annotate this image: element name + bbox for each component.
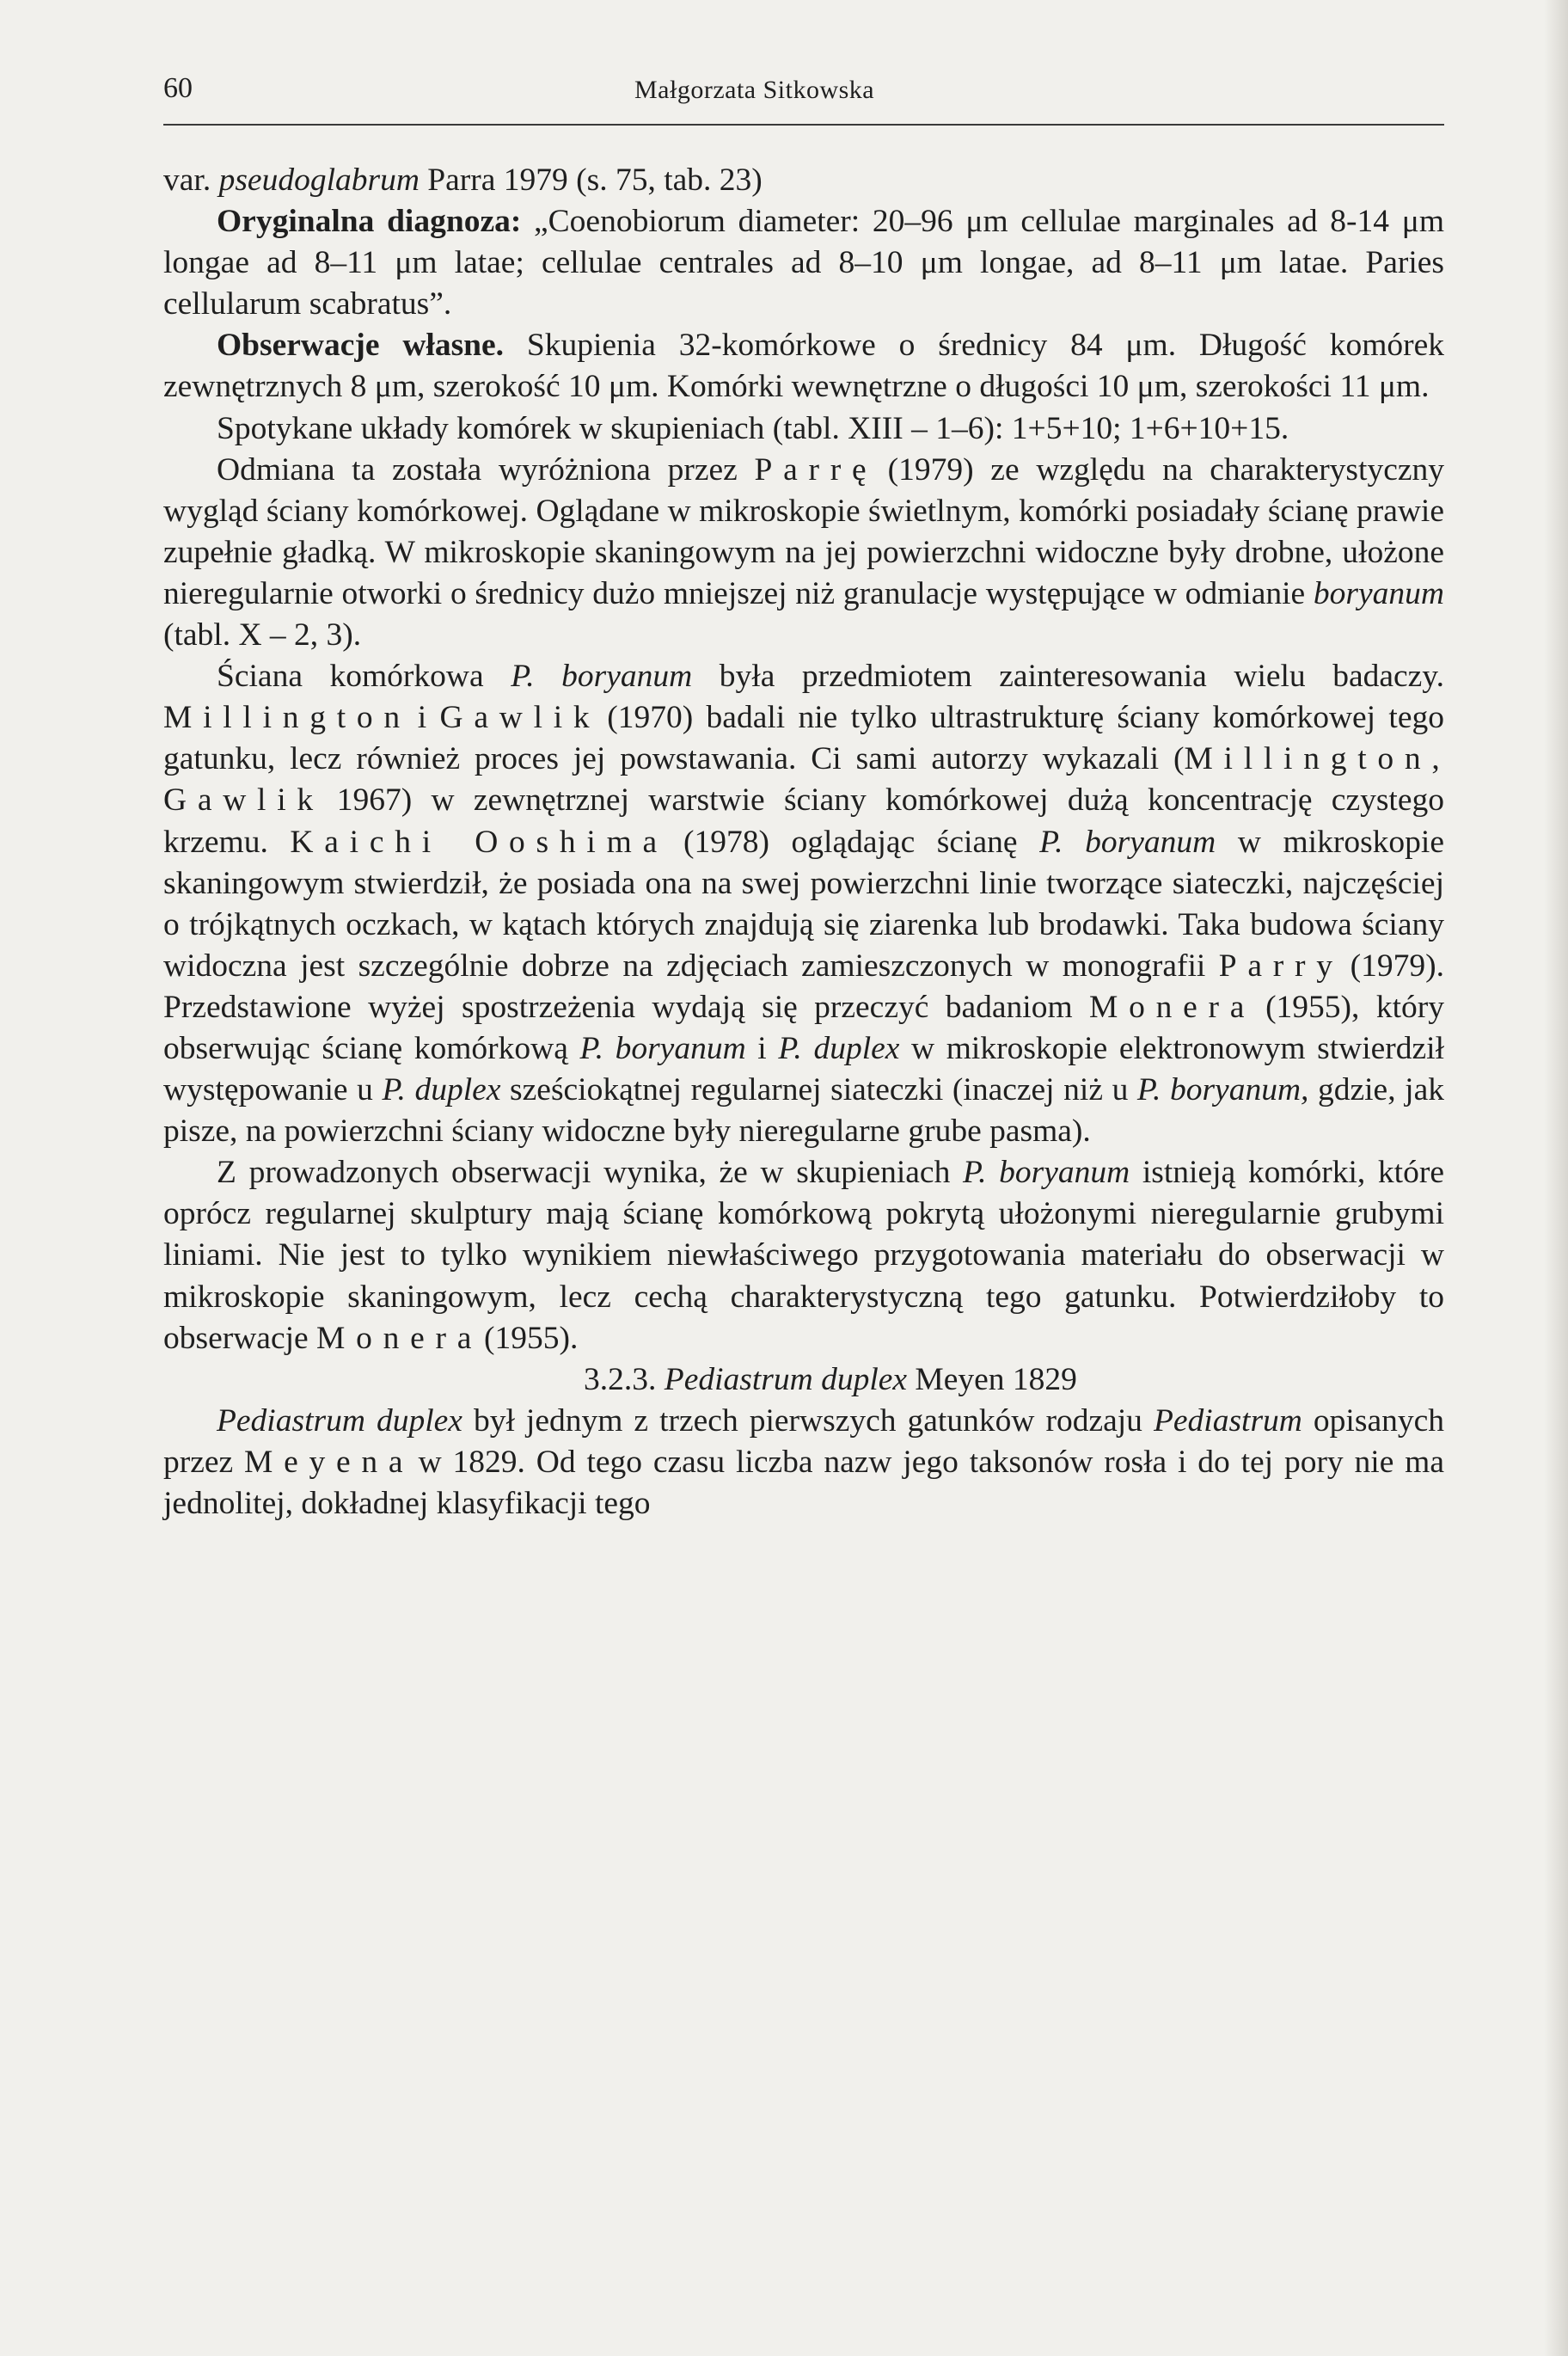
author-name: Millington, <box>1184 741 1451 777</box>
section-species: Pediastrum duplex <box>664 1361 908 1397</box>
author-name: Monera <box>1089 989 1256 1025</box>
scan-edge-shadow <box>1544 0 1568 2356</box>
paragraph-pediastrum-duplex: Pediastrum duplex był jednym z trzech pierwszych gatunków rodzaju Pediastrum opisanych przez Meyena w 1829. Od tego czasu liczba nazw jego taksonów rosła i do tej pory nie ma jednolitej, dokładnej klasyfikacji tego <box>163 1402 1444 1521</box>
author-name: Gawlik <box>439 700 601 736</box>
author-name: Kaichi Ooshima <box>290 824 668 860</box>
author-name: Meyena <box>244 1444 414 1480</box>
author-name: Millington <box>163 700 411 736</box>
cell-arrangements: Spotykane układy komórek w skupieniach (tabl. XIII – 1–6): 1+5+10; 1+6+10+15. <box>217 410 1289 446</box>
paragraph-variety-description: Odmiana ta została wyróżniona przez Parrę (1979) ze względu na charakterystyczny wygląd ściany komórkowej. Oglądane w mikroskopie świetlnym, komórki posiadały ścianę prawie zupełnie gładką. W mikroskopie skaningowym na jej powierzchni widoczne były drobne, ułożone nieregularnie otworki o średnicy dużo mniejszej niż granulacje występujące w odmianie boryanum (tabl. X – 2, 3). <box>163 451 1444 653</box>
own-observations: Obserwacje własne. Skupienia 32-komórkowe o średnicy 84 μm. Długość komórek zewnętrznych 8 μm, szerokość 10 μm. Komórki wewnętrzne o długości 10 μm, szerokości 11 μm. <box>163 328 1445 405</box>
running-title: Małgorzata Sitkowska <box>634 76 875 104</box>
original-diagnosis: Oryginalna diagnoza: „Coenobiorum diameter: 20–96 μm cellulae marginales ad 8-14 μm longae ad 8–11 μm latae; cellulae centrales ad 8–10 μm longae, ad 8–11 μm latae. Paries cellularum scabratus”. <box>163 204 1444 322</box>
section-heading: 3.2.3. Pediastrum duplex Meyen 1829 <box>584 1361 1077 1397</box>
author-name: Gawlik <box>163 782 324 819</box>
diagnosis-label: Oryginalna diagnoza: <box>217 204 522 240</box>
author-name: Parrę <box>754 451 878 488</box>
page-number: 60 <box>163 72 193 104</box>
variety-heading: var. pseudoglabrum Parra 1979 (s. 75, tab. 23) <box>163 163 763 198</box>
running-header <box>163 67 1444 126</box>
author-name: Parry <box>1218 948 1344 984</box>
paragraph-conclusions: Z prowadzonych obserwacji wynika, że w skupieniach P. boryanum istnieją komórki, które oprócz regularnej skulptury mają ścianę komórkową pokrytą ułożonymi nieregularnie grubymi liniami. Nie jest to tylko wynikiem niewłaściwego przygotowania materiału do obserwacji w mikroskopie skaningowym, lecz cechą charakterystyczną tego gatunku. Potwierdziłoby to obserwacje Monera (1955). <box>163 1155 1444 1356</box>
observations-label: Obserwacje własne. <box>217 328 505 364</box>
author-name: Monera <box>316 1320 483 1356</box>
body-text <box>163 160 1451 1525</box>
paragraph-cell-wall: Ściana komórkowa P. boryanum była przedmiotem zainteresowania wielu badaczy. Millington i Gawlik (1970) badali nie tylko ultrastrukturę ściany komórkowej tego gatunku, lecz również proces jej powstawania. Ci sami autorzy wykazali (Millington, Gawlik 1967) w zewnętrznej warstwie ściany komórkowej dużą koncentrację czystego krzemu. Kaichi Ooshima (1978) oglądając ścianę P. boryanum w mikroskopie skaningowym stwierdził, że posiada ona na swej powierzchni linie tworzące siateczki, najczęściej o trójkątnych oczkach, w kątach których znajdują się ziarenka lub brodawki. Taka budowa ściany widoczna jest szczególnie dobrze na zdjęciach zamieszczonych w monografii Parry (1979). Przedstawione wyżej spostrzeżenia wydają się przeczyć badaniom Monera (1955), który obserwując ścianę komórkową P. boryanum i P. duplex w mikroskopie elektronowym stwierdził występowanie u P. duplex sześciokątnej regularnej siateczki (inaczej niż u P. boryanum, gdzie, jak pisze, na powierzchni ściany widoczne były nieregularne grube pasma). <box>163 659 1451 1150</box>
variety-name: pseudoglabrum <box>218 163 420 198</box>
